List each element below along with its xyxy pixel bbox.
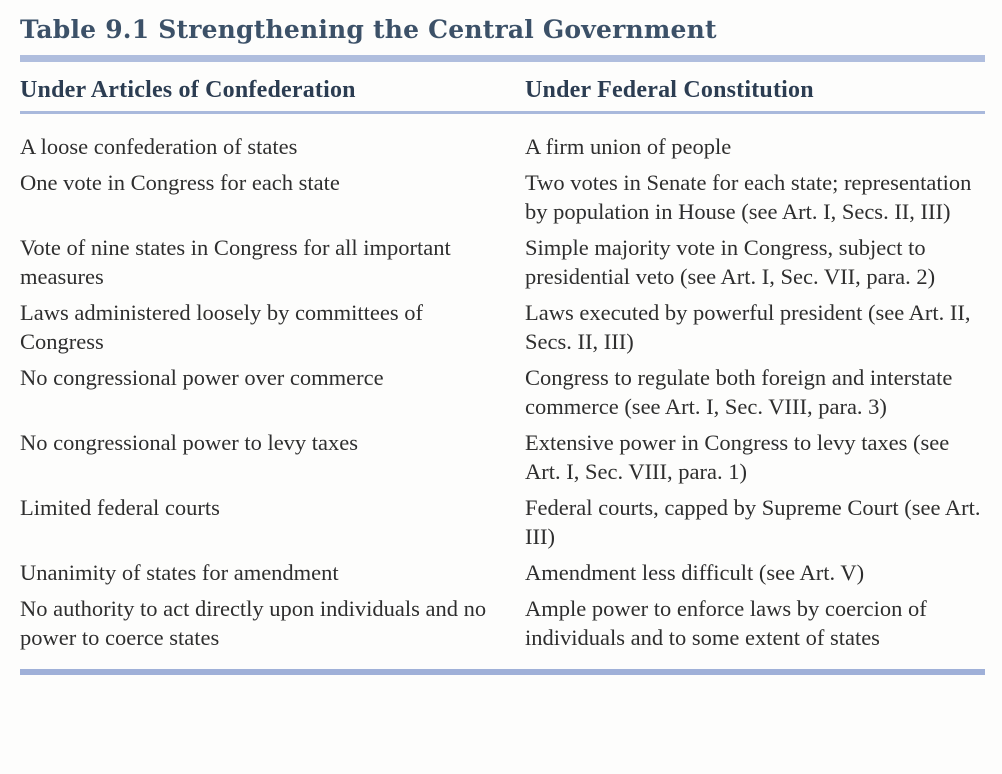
cell-confederation: No congressional power over commerce: [20, 365, 384, 390]
cell-confederation: Laws administered loosely by committees of Congress: [20, 300, 424, 354]
header-rule: [20, 111, 985, 114]
table-title: Table 9.1 Strengthening the Central Government: [20, 15, 717, 44]
cell-constitution: Congress to regulate both foreign and interstate commerce (see Art. I, Sec. VIII, para. 3): [525, 365, 953, 419]
cell-constitution: Simple majority vote in Congress, subject to presidential veto (see Art. I, Sec. VII, para. 2): [525, 235, 936, 289]
cell-confederation: No authority to act directly upon individuals and no power to coerce states: [20, 596, 487, 650]
cell-confederation: Vote of nine states in Congress for all important measures: [20, 235, 451, 289]
cell-constitution: Laws executed by powerful president (see Art. II, Secs. II, III): [525, 300, 971, 354]
cell-confederation: One vote in Congress for each state: [20, 170, 340, 195]
cell-confederation: No congressional power to levy taxes: [20, 430, 359, 455]
bottom-rule: [20, 669, 985, 675]
column-header-articles-of-confederation: Under Articles of Confederation: [20, 77, 356, 103]
column-header-row: [20, 77, 985, 104]
cell-confederation: A loose confederation of states: [20, 134, 298, 159]
cell-constitution: Ample power to enforce laws by coercion of individuals and to some extent of states: [525, 596, 927, 650]
top-rule: [20, 55, 985, 62]
cell-constitution: Federal courts, capped by Supreme Court (see Art. III): [525, 495, 981, 549]
column-header-federal-constitution: Under Federal Constitution: [525, 77, 814, 103]
cell-constitution: Extensive power in Congress to levy taxes (see Art. I, Sec. VIII, para. 1): [525, 430, 950, 484]
cell-constitution: A firm union of people: [525, 134, 732, 159]
table-body: [20, 129, 985, 656]
cell-confederation: Unanimity of states for amendment: [20, 560, 339, 585]
cell-constitution: Two votes in Senate for each state; representation by population in House (see Art. I, Secs. II, III): [525, 170, 972, 224]
cell-confederation: Limited federal courts: [20, 495, 220, 520]
cell-constitution: Amendment less difficult (see Art. V): [525, 560, 865, 585]
